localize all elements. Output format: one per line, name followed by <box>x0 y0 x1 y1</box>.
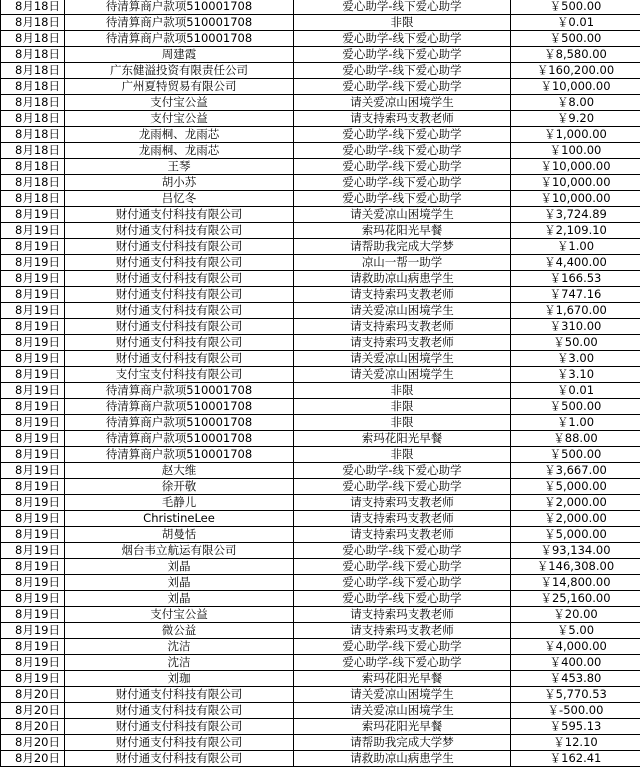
project-cell: 爱心助学-线下爱心助学 <box>294 79 511 95</box>
table-row <box>1 495 640 511</box>
table-row <box>1 63 640 79</box>
amount-cell: ￥0.01 <box>511 383 640 399</box>
donor-cell: 待清算商户款项510001708 <box>65 15 294 31</box>
date-cell: 8月18日 <box>1 63 65 79</box>
donor-cell: 王琴 <box>65 159 294 175</box>
donor-cell: 财付通支付科技有限公司 <box>65 207 294 223</box>
table-row <box>1 735 640 751</box>
date-cell: 8月18日 <box>1 127 65 143</box>
date-cell: 8月19日 <box>1 287 65 303</box>
amount-cell: ￥3,667.00 <box>511 463 640 479</box>
date-cell: 8月18日 <box>1 31 65 47</box>
donor-cell: 财付通支付科技有限公司 <box>65 335 294 351</box>
project-cell: 请支持索玛支教老师 <box>294 319 511 335</box>
donor-cell: 赵大维 <box>65 463 294 479</box>
donor-cell: 财付通支付科技有限公司 <box>65 223 294 239</box>
donor-cell: 胡曼恬 <box>65 527 294 543</box>
donor-cell: 财付通支付科技有限公司 <box>65 255 294 271</box>
date-cell: 8月18日 <box>1 175 65 191</box>
donor-cell: 沈洁 <box>65 655 294 671</box>
table-row <box>1 47 640 63</box>
project-cell: 爱心助学-线下爱心助学 <box>294 463 511 479</box>
table-row <box>1 143 640 159</box>
amount-cell: ￥166.53 <box>511 271 640 287</box>
amount-cell: ￥2,000.00 <box>511 495 640 511</box>
amount-cell: ￥9.20 <box>511 111 640 127</box>
project-cell: 非限 <box>294 15 511 31</box>
project-cell: 请帮助我完成大学梦 <box>294 735 511 751</box>
donor-cell: 财付通支付科技有限公司 <box>65 239 294 255</box>
amount-cell: ￥3.10 <box>511 367 640 383</box>
amount-cell: ￥146,308.00 <box>511 559 640 575</box>
table-row <box>1 287 640 303</box>
donor-cell: 龙雨桐、龙雨芯 <box>65 143 294 159</box>
amount-cell: ￥5,000.00 <box>511 527 640 543</box>
donor-cell: 财付通支付科技有限公司 <box>65 287 294 303</box>
amount-cell: ￥1.00 <box>511 239 640 255</box>
date-cell: 8月18日 <box>1 111 65 127</box>
date-cell: 8月19日 <box>1 415 65 431</box>
table-row <box>1 415 640 431</box>
date-cell: 8月19日 <box>1 639 65 655</box>
donor-cell: 待清算商户款项510001708 <box>65 431 294 447</box>
project-cell: 非限 <box>294 399 511 415</box>
donor-cell: 龙雨桐、龙雨芯 <box>65 127 294 143</box>
donor-cell: 刘珈 <box>65 671 294 687</box>
amount-cell: ￥2,109.10 <box>511 223 640 239</box>
table-row <box>1 399 640 415</box>
date-cell: 8月18日 <box>1 191 65 207</box>
amount-cell: ￥595.13 <box>511 719 640 735</box>
donor-cell: 财付通支付科技有限公司 <box>65 319 294 335</box>
date-cell: 8月19日 <box>1 511 65 527</box>
date-cell: 8月19日 <box>1 655 65 671</box>
project-cell: 请救助凉山病患学生 <box>294 751 511 767</box>
table-row <box>1 15 640 31</box>
project-cell: 爱心助学-线下爱心助学 <box>294 575 511 591</box>
project-cell: 请支持索玛支教老师 <box>294 495 511 511</box>
date-cell: 8月18日 <box>1 15 65 31</box>
table-row <box>1 175 640 191</box>
donor-cell: 吕忆冬 <box>65 191 294 207</box>
date-cell: 8月19日 <box>1 223 65 239</box>
date-cell: 8月18日 <box>1 0 65 15</box>
date-cell: 8月19日 <box>1 495 65 511</box>
date-cell: 8月19日 <box>1 543 65 559</box>
project-cell: 爱心助学-线下爱心助学 <box>294 175 511 191</box>
date-cell: 8月18日 <box>1 159 65 175</box>
table-row <box>1 111 640 127</box>
date-cell: 8月19日 <box>1 239 65 255</box>
project-cell: 非限 <box>294 383 511 399</box>
amount-cell: ￥500.00 <box>511 399 640 415</box>
table-row <box>1 31 640 47</box>
project-cell: 请支持索玛支教老师 <box>294 607 511 623</box>
table-row <box>1 335 640 351</box>
donor-cell: 毛静儿 <box>65 495 294 511</box>
donor-cell: 支付宝支付科技有限公司 <box>65 367 294 383</box>
table-row <box>1 559 640 575</box>
project-cell: 非限 <box>294 447 511 463</box>
project-cell: 爱心助学-线下爱心助学 <box>294 31 511 47</box>
date-cell: 8月19日 <box>1 399 65 415</box>
amount-cell: ￥162.41 <box>511 751 640 767</box>
project-cell: 爱心助学-线下爱心助学 <box>294 143 511 159</box>
donor-cell: 微公益 <box>65 623 294 639</box>
table-row <box>1 639 640 655</box>
amount-cell: ￥25,160.00 <box>511 591 640 607</box>
date-cell: 8月19日 <box>1 479 65 495</box>
date-cell: 8月19日 <box>1 447 65 463</box>
date-cell: 8月19日 <box>1 591 65 607</box>
table-row <box>1 191 640 207</box>
donor-cell: 待清算商户款项510001708 <box>65 415 294 431</box>
date-cell: 8月19日 <box>1 255 65 271</box>
amount-cell: ￥100.00 <box>511 143 640 159</box>
project-cell: 请支持索玛支教老师 <box>294 527 511 543</box>
table-row <box>1 623 640 639</box>
project-cell: 爱心助学-线下爱心助学 <box>294 479 511 495</box>
date-cell: 8月19日 <box>1 319 65 335</box>
date-cell: 8月19日 <box>1 575 65 591</box>
table-row <box>1 367 640 383</box>
table-row <box>1 223 640 239</box>
project-cell: 请支持索玛支教老师 <box>294 511 511 527</box>
table-row <box>1 303 640 319</box>
donor-cell: 沈洁 <box>65 639 294 655</box>
project-cell: 凉山一帮一助学 <box>294 255 511 271</box>
date-cell: 8月19日 <box>1 671 65 687</box>
table-row <box>1 127 640 143</box>
donor-cell: 支付宝公益 <box>65 95 294 111</box>
table-row <box>1 351 640 367</box>
amount-cell: ￥10,000.00 <box>511 79 640 95</box>
table-row <box>1 207 640 223</box>
amount-cell: ￥160,200.00 <box>511 63 640 79</box>
project-cell: 请关爱凉山困境学生 <box>294 687 511 703</box>
project-cell: 索玛花阳光早餐 <box>294 719 511 735</box>
table-row <box>1 463 640 479</box>
amount-cell: ￥310.00 <box>511 319 640 335</box>
date-cell: 8月20日 <box>1 735 65 751</box>
donor-cell: 待清算商户款项510001708 <box>65 31 294 47</box>
project-cell: 请支持索玛支教老师 <box>294 335 511 351</box>
project-cell: 请关爱凉山困境学生 <box>294 95 511 111</box>
project-cell: 请支持索玛支教老师 <box>294 623 511 639</box>
amount-cell: ￥5,000.00 <box>511 479 640 495</box>
amount-cell: ￥1.00 <box>511 415 640 431</box>
project-cell: 爱心助学-线下爱心助学 <box>294 47 511 63</box>
amount-cell: ￥1,670.00 <box>511 303 640 319</box>
amount-cell: ￥3.00 <box>511 351 640 367</box>
donor-cell: 刘晶 <box>65 591 294 607</box>
table-row <box>1 479 640 495</box>
table-row <box>1 383 640 399</box>
table-row <box>1 0 640 15</box>
table-row <box>1 607 640 623</box>
donor-cell: 烟台韦立航运有限公司 <box>65 543 294 559</box>
amount-cell: ￥8,580.00 <box>511 47 640 63</box>
date-cell: 8月20日 <box>1 751 65 767</box>
donor-cell: 待清算商户款项510001708 <box>65 447 294 463</box>
project-cell: 请关爱凉山困境学生 <box>294 303 511 319</box>
table-row <box>1 271 640 287</box>
table-row <box>1 591 640 607</box>
amount-cell: ￥88.00 <box>511 431 640 447</box>
amount-cell: ￥20.00 <box>511 607 640 623</box>
amount-cell: ￥453.80 <box>511 671 640 687</box>
donor-cell: 广东健溢投资有限责任公司 <box>65 63 294 79</box>
date-cell: 8月20日 <box>1 719 65 735</box>
amount-cell: ￥747.16 <box>511 287 640 303</box>
date-cell: 8月19日 <box>1 559 65 575</box>
donor-cell: 广州夏特贸易有限公司 <box>65 79 294 95</box>
project-cell: 爱心助学-线下爱心助学 <box>294 543 511 559</box>
donor-cell: 待清算商户款项510001708 <box>65 383 294 399</box>
donor-cell: 支付宝公益 <box>65 607 294 623</box>
project-cell: 请关爱凉山困境学生 <box>294 367 511 383</box>
table-row <box>1 687 640 703</box>
project-cell: 请关爱凉山困境学生 <box>294 351 511 367</box>
date-cell: 8月18日 <box>1 143 65 159</box>
project-cell: 请关爱凉山困境学生 <box>294 207 511 223</box>
table-row <box>1 511 640 527</box>
table-row <box>1 447 640 463</box>
donor-cell: 刘晶 <box>65 575 294 591</box>
date-cell: 8月19日 <box>1 383 65 399</box>
date-cell: 8月19日 <box>1 623 65 639</box>
date-cell: 8月19日 <box>1 207 65 223</box>
amount-cell: ￥-500.00 <box>511 703 640 719</box>
date-cell: 8月19日 <box>1 367 65 383</box>
table-row <box>1 79 640 95</box>
donor-cell: 财付通支付科技有限公司 <box>65 703 294 719</box>
donor-cell: 财付通支付科技有限公司 <box>65 687 294 703</box>
project-cell: 爱心助学-线下爱心助学 <box>294 127 511 143</box>
donor-cell: 待清算商户款项510001708 <box>65 399 294 415</box>
table-row <box>1 319 640 335</box>
date-cell: 8月20日 <box>1 703 65 719</box>
table-row <box>1 543 640 559</box>
date-cell: 8月18日 <box>1 95 65 111</box>
donor-cell: 财付通支付科技有限公司 <box>65 351 294 367</box>
donor-cell: 刘晶 <box>65 559 294 575</box>
project-cell: 爱心助学-线下爱心助学 <box>294 639 511 655</box>
amount-cell: ￥4,000.00 <box>511 639 640 655</box>
donor-cell: 待清算商户款项510001708 <box>65 0 294 15</box>
table-row <box>1 671 640 687</box>
project-cell: 请帮助我完成大学梦 <box>294 239 511 255</box>
amount-cell: ￥12.10 <box>511 735 640 751</box>
table-row <box>1 255 640 271</box>
table-row <box>1 703 640 719</box>
amount-cell: ￥5,770.53 <box>511 687 640 703</box>
date-cell: 8月19日 <box>1 351 65 367</box>
project-cell: 爱心助学-线下爱心助学 <box>294 591 511 607</box>
project-cell: 请支持索玛支教老师 <box>294 111 511 127</box>
project-cell: 索玛花阳光早餐 <box>294 431 511 447</box>
amount-cell: ￥400.00 <box>511 655 640 671</box>
donor-cell: 周建霞 <box>65 47 294 63</box>
amount-cell: ￥93,134.00 <box>511 543 640 559</box>
table-row <box>1 239 640 255</box>
amount-cell: ￥500.00 <box>511 0 640 15</box>
amount-cell: ￥8.00 <box>511 95 640 111</box>
amount-cell: ￥4,400.00 <box>511 255 640 271</box>
project-cell: 请关爱凉山困境学生 <box>294 703 511 719</box>
table-row <box>1 751 640 767</box>
ledger-body <box>1 0 640 767</box>
project-cell: 爱心助学-线下爱心助学 <box>294 655 511 671</box>
amount-cell: ￥14,800.00 <box>511 575 640 591</box>
table-row <box>1 527 640 543</box>
project-cell: 爱心助学-线下爱心助学 <box>294 159 511 175</box>
project-cell: 请支持索玛支教老师 <box>294 287 511 303</box>
date-cell: 8月18日 <box>1 47 65 63</box>
donor-cell: 财付通支付科技有限公司 <box>65 303 294 319</box>
date-cell: 8月19日 <box>1 335 65 351</box>
amount-cell: ￥500.00 <box>511 447 640 463</box>
project-cell: 爱心助学-线下爱心助学 <box>294 191 511 207</box>
date-cell: 8月19日 <box>1 271 65 287</box>
date-cell: 8月19日 <box>1 607 65 623</box>
amount-cell: ￥10,000.00 <box>511 159 640 175</box>
date-cell: 8月19日 <box>1 527 65 543</box>
project-cell: 索玛花阳光早餐 <box>294 671 511 687</box>
project-cell: 爱心助学-线下爱心助学 <box>294 63 511 79</box>
amount-cell: ￥10,000.00 <box>511 175 640 191</box>
donor-cell: 财付通支付科技有限公司 <box>65 751 294 767</box>
donor-cell: 支付宝公益 <box>65 111 294 127</box>
amount-cell: ￥1,000.00 <box>511 127 640 143</box>
date-cell: 8月19日 <box>1 463 65 479</box>
donor-cell: 财付通支付科技有限公司 <box>65 735 294 751</box>
project-cell: 非限 <box>294 415 511 431</box>
amount-cell: ￥5.00 <box>511 623 640 639</box>
amount-cell: ￥2,000.00 <box>511 511 640 527</box>
table-row <box>1 95 640 111</box>
project-cell: 爱心助学-线下爱心助学 <box>294 559 511 575</box>
donor-cell: ChristineLee <box>65 511 294 527</box>
table-row <box>1 719 640 735</box>
donor-cell: 财付通支付科技有限公司 <box>65 271 294 287</box>
table-row <box>1 431 640 447</box>
amount-cell: ￥50.00 <box>511 335 640 351</box>
amount-cell: ￥10,000.00 <box>511 191 640 207</box>
amount-cell: ￥0.01 <box>511 15 640 31</box>
date-cell: 8月19日 <box>1 303 65 319</box>
date-cell: 8月20日 <box>1 687 65 703</box>
table-row <box>1 159 640 175</box>
project-cell: 请救助凉山病患学生 <box>294 271 511 287</box>
amount-cell: ￥3,724.89 <box>511 207 640 223</box>
project-cell: 索玛花阳光早餐 <box>294 223 511 239</box>
table-row <box>1 575 640 591</box>
amount-cell: ￥500.00 <box>511 31 640 47</box>
donor-cell: 财付通支付科技有限公司 <box>65 719 294 735</box>
donor-cell: 胡小苏 <box>65 175 294 191</box>
donor-cell: 徐开敬 <box>65 479 294 495</box>
date-cell: 8月18日 <box>1 79 65 95</box>
date-cell: 8月19日 <box>1 431 65 447</box>
table-row <box>1 655 640 671</box>
project-cell: 爱心助学-线下爱心助学 <box>294 0 511 15</box>
